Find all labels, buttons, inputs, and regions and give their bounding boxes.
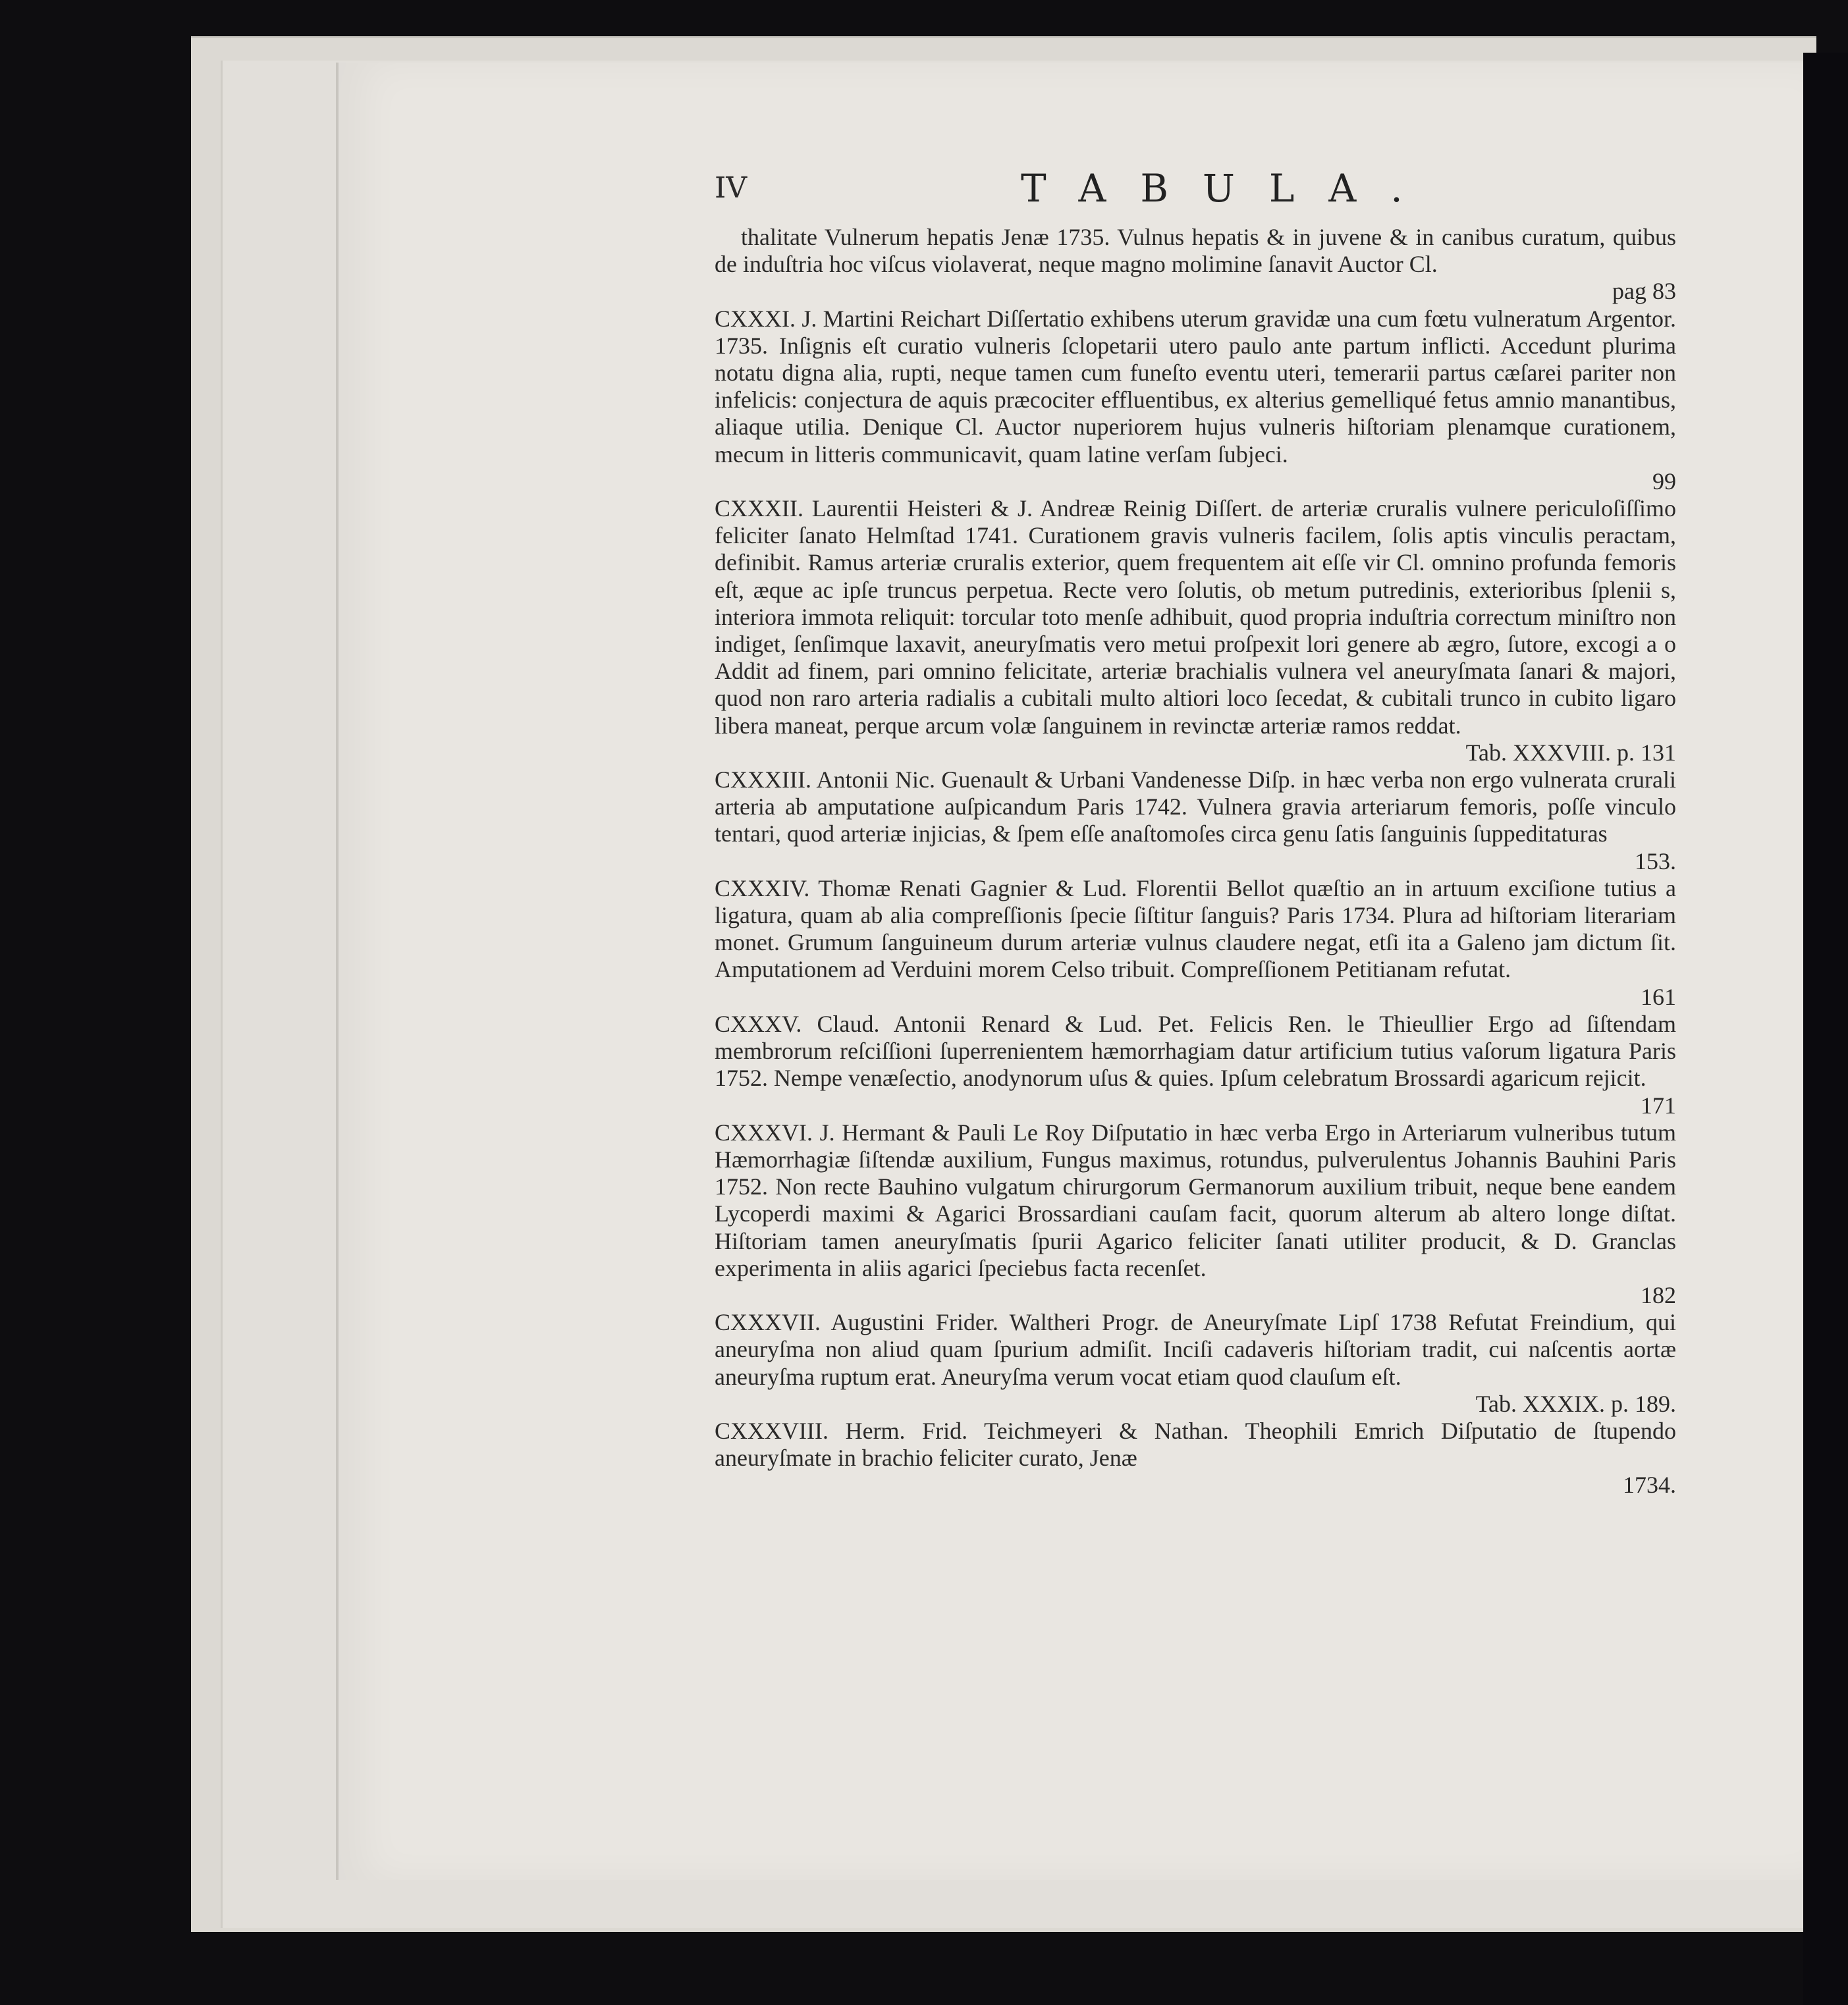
entry-138 bbox=[715, 1418, 1676, 1499]
entry-131 bbox=[715, 306, 1676, 495]
entry-number: CXXXI. bbox=[715, 305, 796, 332]
entry-page-ref: 1734. bbox=[1623, 1472, 1676, 1499]
entry-135 bbox=[715, 1011, 1676, 1119]
entry-page-ref: 161 bbox=[1641, 983, 1676, 1010]
running-title: TABULA. bbox=[1021, 166, 1437, 211]
entry-text: Thomæ Renati Gagnier & Lud. Florentii Bellot quæſtio an in artuum exciſione tutius a ligatura, quam ab alia compreſſionis ſpecie ſiſtitur ſanguis? Paris 1734. Plura ad hiſtoriam literariam monet. Grumum ſanguineum durum arteriæ vulnus claudere negat, etſi ita a Galeno jam dictum ſit. Amputationem ad Verduini morem Celso tribuit. Compreſſionem Petitianam refutat. bbox=[715, 874, 1676, 983]
entry-text: J. Hermant & Pauli Le Roy Diſputatio in hæc verba Ergo in Arteriarum vulneribus tutum Hæmorrhagiæ ſiſtendæ auxilium, Fungus maximus, rotundus, pulverulentus Johannis Bauhini Paris 1752. Non recte Bauhino vulgatum chirurgorum Germanorum auxilium tribuit, neque bene eandem Lycoperdi maximi & Agarici Brossardiani cauſam facit, quorum alterum ab altero longe diſtat. Hiſtoriam tamen aneuryſmatis ſpurii Agarico feliciter ſanati utiliter producit, & D. Granclas experimenta in aliis agarici ſpeciebus facta recenſet. bbox=[715, 1119, 1677, 1281]
entry-text: thalitate Vulnerum hepatis Jenæ 1735. Vulnus hepatis & in juvene & in canibus curatum, quibus de induſtria hoc viſcus violaverat, neque magno molimine ſanavit Auctor Cl. bbox=[715, 224, 1676, 278]
dark-background-edge bbox=[1803, 53, 1848, 2005]
entry-text: Antonii Nic. Guenault & Urbani Vandenesse Diſp. in hæc verba non ergo vulnerata crurali arteria ab amputatione auſpicandum Paris 1742. Vulnera gravia arteriarum femoris, poſſe vinculo tentari, quod arteriæ injicias, & ſpem eſſe anaſtomoſes circa genu ſatis ſanguinis ſuppeditaturas bbox=[715, 766, 1677, 847]
entry-text: Laurentii Heisteri & J. Andreæ Reinig Diſſert. de arteriæ cruralis vulnere periculoſiſſimo feliciter ſanato Helmſtad 1741. Curationem gravis vulneris facilem, ſolis aptis vinculis peractam, definibit. Ramus arteriæ cruralis exterior, quem frequentem ait eſſe vir Cl. omnino profunda femoris eſt, æque ac ipſe truncus perpetua. Recte vero ſolutis, ob metum putredinis, exterioribus ſplenii s, interiora immota reliquit: torcular toto menſe adhibuit, quod propria induſtria correctum miniſtro non indiget, ſenſimque laxavit, aneuryſmatis vero metui proſpexit lori genere ab ægro, ſutore, excogi a o Addit ad finem, pari omnino felicitate, arteriæ brachialis vulnera vel aneuryſmata ſanari & majori, quod non raro arteria radialis a cubitali multo altiori loco ſecedat, & cubitali trunco in cubito ligaro libera maneat, perque arcum volæ ſanguinem in revinctæ arteriæ ramos reddat. bbox=[715, 495, 1676, 739]
entry-133 bbox=[715, 766, 1676, 875]
entry-page-ref: pag 83 bbox=[1612, 278, 1676, 305]
entry-134 bbox=[715, 875, 1676, 1011]
entry-136 bbox=[715, 1119, 1676, 1309]
page-number: IV bbox=[715, 171, 747, 205]
entry-continuation bbox=[715, 224, 1676, 306]
entry-page-ref: 99 bbox=[1652, 468, 1676, 495]
entry-number: CXXXIV. bbox=[715, 874, 810, 901]
entry-page-ref: Tab. XXXIX. p. 189. bbox=[1475, 1390, 1676, 1417]
entry-137 bbox=[715, 1309, 1676, 1418]
entry-number: CXXXIII. bbox=[715, 766, 811, 793]
entry-text: Claud. Antonii Renard & Lud. Pet. Felicis Ren. le Thieullier Ergo ad ſiſtendam membrorum reſciſſioni ſuperrenientem hæmorrhagiam datur artificium tutius vaſorum ligatura Paris 1752. Nempe venæſectio, anodynorum uſus & quies. Ipſum celebratum Brossardi agaricum rejicit. bbox=[715, 1010, 1677, 1092]
entry-number: CXXXVII. bbox=[715, 1309, 821, 1336]
entry-text: J. Martini Reichart Diſſertatio exhibens uterum gravidæ una cum fœtu vulneratum Argentor. 1735. Inſignis eſt curatio vulneris ſclopetarii utero paulo ante partum inflicti. Accedunt plurima notatu digna alia, rupti, neque tamen cum funeſto eventu uteri, temerarii partus cæſarei pariter non infelicis: conjectura de aquis præcociter effluentibus, ex alterius gemelliqué fetus amnio manantibus, aliaque utilia. Denique Cl. Auctor nuperiorem hujus vulneris hiſtoriam plenamque curationem, mecum in litteris communicavit, quam latine verſam ſubjeci. bbox=[715, 305, 1677, 468]
entry-page-ref: 153. bbox=[1635, 847, 1676, 874]
entry-number: CXXXVIII. bbox=[715, 1417, 829, 1444]
page-header bbox=[715, 166, 1702, 217]
entry-page-ref: 171 bbox=[1641, 1092, 1676, 1119]
table-of-contents-text bbox=[715, 224, 1676, 1499]
entry-text: Herm. Frid. Teichmeyeri & Nathan. Theophili Emrich Diſputatio de ſtupendo aneuryſmate in brachio feliciter curato, Jenæ bbox=[715, 1417, 1677, 1472]
entry-page-ref: Tab. XXXVIII. p. 131 bbox=[1465, 739, 1676, 766]
entry-text: Augustini Frider. Waltheri Progr. de Aneuryſmate Lipſ 1738 Refutat Freindium, qui aneuryſma non aliud quam ſpurium admiſit. Inciſi cadaveris hiſtoriam tradit, cui naſcentis aortæ aneuryſma ruptum erat. Aneuryſma verum vocat etiam quod clauſum eſt. bbox=[715, 1309, 1676, 1390]
entry-number: CXXXII. bbox=[715, 495, 803, 522]
entry-132 bbox=[715, 495, 1676, 766]
entry-number: CXXXV. bbox=[715, 1010, 802, 1037]
entry-page-ref: 182 bbox=[1641, 1281, 1676, 1308]
entry-number: CXXXVI. bbox=[715, 1119, 813, 1146]
